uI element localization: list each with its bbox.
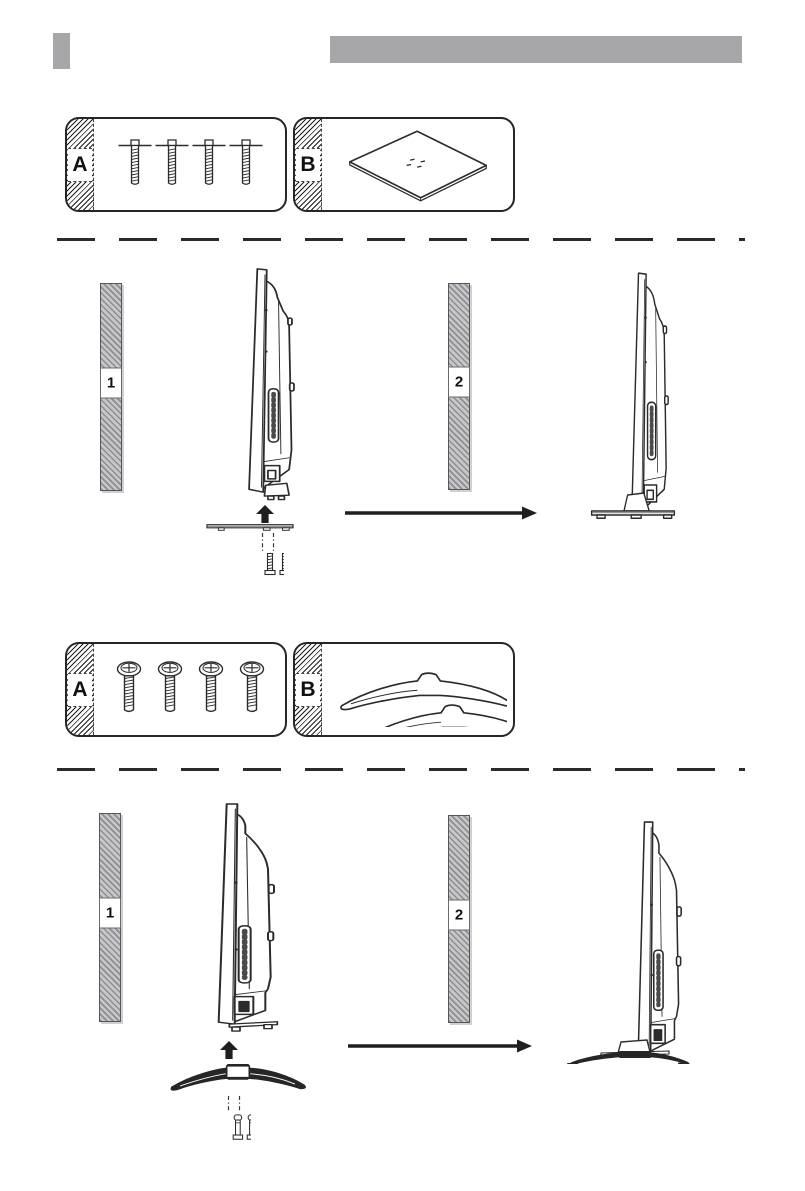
header-title-bar xyxy=(330,36,742,63)
parts-box-b1 xyxy=(293,117,515,212)
curved-feet-pair-icon xyxy=(329,653,507,727)
right-arrow-icon xyxy=(348,1039,532,1053)
tv-side-view-icon xyxy=(242,263,308,503)
up-arrow-icon xyxy=(256,505,274,523)
screws-pair-icon xyxy=(252,552,284,579)
tv-side-view-icon xyxy=(208,802,288,1034)
part-label: A xyxy=(68,148,92,182)
parts-box-b2 xyxy=(293,642,515,737)
part-label: A xyxy=(68,673,92,707)
step-1-bar xyxy=(100,283,122,491)
right-arrow-icon xyxy=(345,506,537,520)
part-label: B xyxy=(296,148,320,182)
tv-on-base-plate-icon xyxy=(588,271,678,521)
separator-dashed-line xyxy=(57,768,745,771)
alignment-dash-lines xyxy=(224,1096,244,1112)
up-arrow-icon xyxy=(220,1041,238,1059)
step-number: 2 xyxy=(448,899,470,930)
step-2-bar xyxy=(448,283,470,490)
square-base-plate-icon xyxy=(343,126,493,203)
parts-box-a2 xyxy=(65,642,287,737)
pan-head-screws-icon xyxy=(113,660,268,720)
flat-head-screws-icon xyxy=(118,137,263,193)
screws-pair-icon xyxy=(221,1113,251,1143)
step-2-bar xyxy=(448,815,470,1023)
step-number: 1 xyxy=(99,898,121,929)
step-1-bar xyxy=(99,813,121,1022)
header-accent-block xyxy=(53,33,70,69)
base-plate-edge-icon xyxy=(206,523,294,533)
tv-on-curved-feet-icon xyxy=(563,820,693,1064)
step-number: 1 xyxy=(100,367,122,398)
step-number: 2 xyxy=(448,367,470,398)
separator-dashed-line xyxy=(57,238,745,241)
part-label: B xyxy=(296,673,320,707)
alignment-dash-lines xyxy=(258,533,278,552)
curved-foot-icon xyxy=(168,1062,308,1095)
parts-box-a1 xyxy=(65,117,287,212)
